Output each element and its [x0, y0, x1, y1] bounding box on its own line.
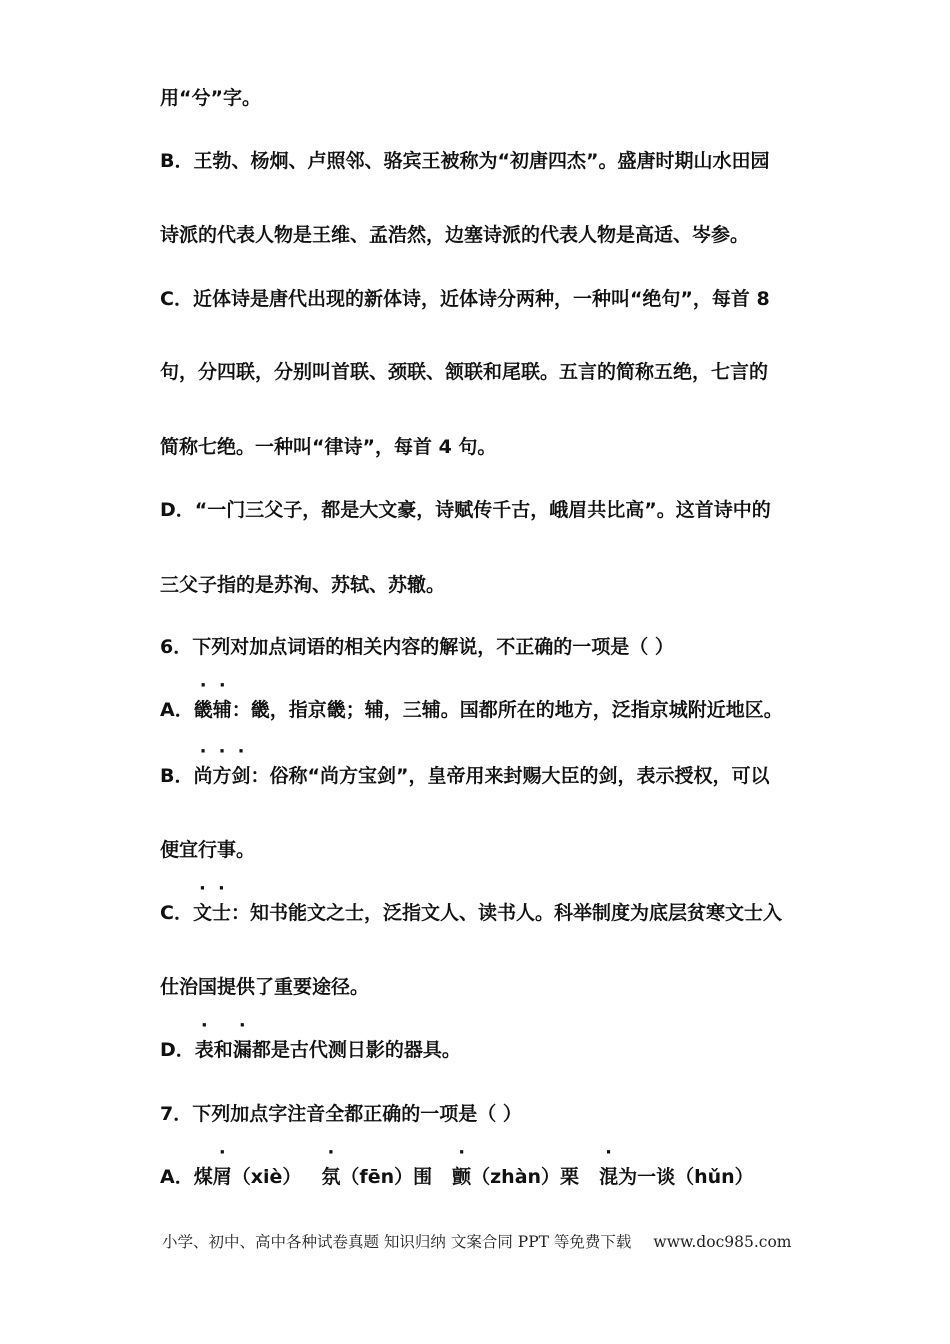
dotted-char: 漏: [232, 1039, 252, 1061]
dotted-char: 氛: [321, 1166, 341, 1188]
option-label: B．: [160, 765, 194, 787]
page-footer: [162, 1230, 791, 1252]
question-6-option-b: [160, 764, 770, 788]
option-label: A．: [160, 1166, 194, 1188]
dotted-char: 混: [599, 1166, 619, 1188]
pinyin: （xiè）: [231, 1166, 302, 1188]
option-d-line: D．“一门三父子，都是大文豪，诗赋传千古，峨眉共比高”。这首诗中的: [160, 499, 771, 521]
option-label: C．: [160, 902, 193, 924]
option-text: ：知书能文之士，泛指文人、读书人。科举制度为底层贫寒文士入: [230, 902, 782, 924]
text-line: 句，分四联，分别叫首联、颈联、颔联和尾联。五言的简称五绝，七言的: [160, 361, 769, 383]
question-7-stem: 7．下列加点字注音全都正确的一项是（ ）: [160, 1103, 522, 1125]
footer-text: 小学、初中、高中各种试卷真题 知识归纳 文案合同 PPT 等免费下载: [162, 1233, 632, 1251]
option-label: D．: [160, 1039, 195, 1061]
dotted-char: 文: [192, 902, 212, 924]
option-text: ：俗称“尚方宝剑”，皇帝用来封赐大臣的剑，表示授权，可以: [250, 765, 770, 787]
question-6-option-c: [160, 901, 782, 925]
dotted-char: 士: [211, 902, 231, 924]
dotted-char: 尚: [193, 765, 213, 787]
text-line: 诗派的代表人物是王维、孟浩然，边塞诗派的代表人物是高适、岑参。: [160, 224, 750, 246]
option-b-line: B．王勃、杨炯、卢照邻、骆宾王被称为“初唐四杰”。盛唐时期山水田园: [160, 150, 770, 172]
question-7-option-a: [160, 1165, 754, 1189]
option-text: 都是古代测日影的器具。: [251, 1039, 461, 1061]
text-line: 仕治国提供了重要途径。: [160, 976, 370, 998]
dotted-char: 表: [194, 1039, 214, 1061]
question-6-stem: 6．下列对加点词语的相关内容的解说，不正确的一项是（ ）: [160, 636, 674, 658]
option-text: 煤: [193, 1166, 213, 1188]
question-6-option-a: [160, 698, 783, 722]
dotted-char: 屑: [212, 1166, 232, 1188]
dotted-char: 方: [212, 765, 232, 787]
option-c-line: C．近体诗是唐代出现的新体诗，近体诗分两种，一种叫“绝句”，每首 8: [160, 288, 770, 310]
text-line: 便宜行事。: [160, 839, 256, 861]
dotted-char: 畿: [193, 699, 213, 721]
option-label: A．: [160, 699, 194, 721]
dotted-char: 剑: [231, 765, 251, 787]
dotted-char: 辅: [212, 699, 232, 721]
option-text: ：畿，指京畿；辅，三辅。国都所在的地方，泛指京城附近地区。: [231, 699, 783, 721]
text-line: 用“兮”字。: [160, 87, 261, 109]
text-line: 简称七绝。一种叫“律诗”，每首 4 句。: [160, 436, 497, 458]
text-line: 三父子指的是苏洵、苏轼、苏辙。: [160, 574, 446, 596]
pinyin: （zhàn）栗: [471, 1166, 580, 1188]
footer-url[interactable]: www.doc985.com: [653, 1233, 792, 1251]
question-6-option-d: [160, 1038, 461, 1062]
dotted-char: 颤: [452, 1166, 472, 1188]
option-text: 和: [213, 1039, 233, 1061]
pinyin: 为一谈（hǔn）: [618, 1166, 754, 1188]
pinyin: （fēn）围: [340, 1166, 433, 1188]
